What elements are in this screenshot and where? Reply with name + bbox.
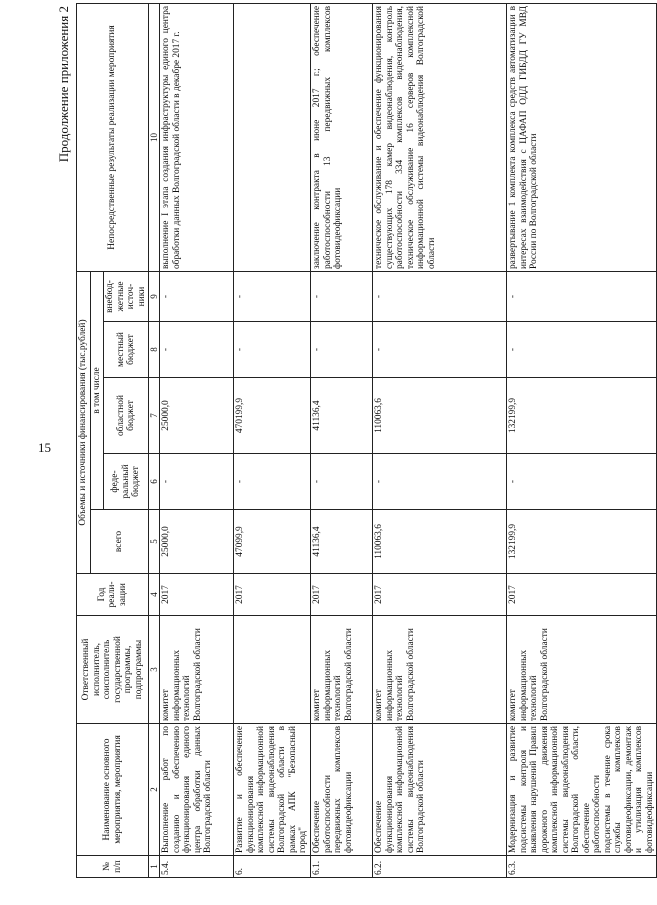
row-responsible: комитет информационных технологий Волгоградской области [310,616,372,724]
row-year: 2017 [506,574,656,616]
col-index: 7 [149,378,160,454]
header-regional: областной бюджет [104,378,149,454]
row-num: 6.3. [506,856,656,878]
row-local: - [372,322,506,378]
row-name: Выполнение работ по созданию и обеспечению функционирования единого центра обработки данных Волгоградской области [160,724,234,856]
header-responsible: Ответственный исполнитель, соисполнитель государственной программы, подпрограммы [77,616,149,724]
appendix-caption: Продолжение приложения 2 [56,6,71,163]
col-index: 5 [149,510,160,574]
col-index: 2 [149,724,160,856]
row-name: Развитие и обеспечение функционирования комплексной информационной системы видеонаблюдения Волгоградской области в рамках АПК "Безопасный город" [234,724,311,856]
row-regional: 110063,6 [372,378,506,454]
row-other: - [506,272,656,322]
header-num: № п/п [77,856,149,878]
header-total: всего [90,510,149,574]
row-local: - [310,322,372,378]
row-name: Модернизация и развитие подсистемы контроля и выявления нарушений Правил дорожного движения комплексной информационной системы видеонаблюдения Волгоградской области, обеспечение работоспособности подсистемы в течение срока службы комплексов фотовидеофиксации, демонтаж и утилизация комплексов фотовидеофиксации [506,724,656,856]
row-year: 2017 [372,574,506,616]
row-responsible: комитет информационных технологий Волгоградской области [506,616,656,724]
header-row-1 [77,4,91,878]
col-index: 1 [149,856,160,878]
row-total: 41136,4 [310,510,372,574]
row-federal: - [310,454,372,510]
row-total: 110063,6 [372,510,506,574]
row-total: 47099,9 [234,510,311,574]
row-local: - [234,322,311,378]
row-federal: - [506,454,656,510]
row-result: развертывание 1 комплекта комплекса средств автоматизации в интересах взаимодействия с ЦАФАП ОДД ГИБДД ГУ МВД России по Волгоградской области [506,4,656,272]
header-funding: Объемы и источники финансирования (тыс.рублей) [77,272,91,574]
table-row [234,4,311,878]
header-year: Год реали-зации [77,574,149,616]
header-federal: феде-ральный бюджет [104,454,149,510]
col-index: 9 [149,272,160,322]
row-other: - [234,272,311,322]
row-responsible: комитет информационных технологий Волгоградской области [372,616,506,724]
row-federal: - [160,454,234,510]
row-year: 2017 [310,574,372,616]
column-index-row [149,4,160,878]
row-responsible: комитет информационных технологий Волгоградской области [160,616,234,724]
row-other: - [310,272,372,322]
funding-table [76,3,657,878]
header-name: Наименование основного мероприятия, мероприятия [77,724,149,856]
row-federal: - [372,454,506,510]
row-regional: 132199,9 [506,378,656,454]
row-num: 5.4. [160,856,234,878]
row-local: - [160,322,234,378]
row-responsible [234,616,311,724]
col-index: 8 [149,322,160,378]
header-local: местный бюджет [104,322,149,378]
row-result: техническое обслуживание и обеспечение функционирования существующих 178 камер видеонаблюдения, контроль работоспособности 334 комплексов видеонаблюдения, техническое обслуживание 16 серверов комплексной информационной системы видеонаблюдения Волгоградской области [372,4,506,272]
row-name: Обеспечение работоспособности передвижных комплексов фотовидеофиксации [310,724,372,856]
table-row [310,4,372,878]
col-index: 6 [149,454,160,510]
row-result: заключение контракта в июне 2017 г.; обеспечение работоспособности 13 передвижных комплексов фотовидеофиксации [310,4,372,272]
row-name: Обеспечение функционирования комплексной информационной системы видеонаблюдения Волгоградской области [372,724,506,856]
row-regional: 470199,9 [234,378,311,454]
header-other: внебюд-жетные источ-ники [104,272,149,322]
row-regional: 41136,4 [310,378,372,454]
row-result [234,4,311,272]
row-result: выполнение I этапа создания инфраструктуры единого центра обработки данных Волгоградской области в декабре 2017 г. [160,4,234,272]
row-other: - [160,272,234,322]
header-result: Непосредственные результаты реализации мероприятия [77,4,149,272]
col-index: 3 [149,616,160,724]
header-incl: в том числе [90,272,104,510]
row-total: 132199,9 [506,510,656,574]
row-other: - [372,272,506,322]
table-row [372,4,506,878]
row-local: - [506,322,656,378]
table-row [506,4,656,878]
row-num: 6.2. [372,856,506,878]
row-total: 25000,0 [160,510,234,574]
landscape-content [56,2,655,882]
row-num: 6. [234,856,311,878]
page-number: 15 [38,440,51,455]
col-index: 4 [149,574,160,616]
row-federal: - [234,454,311,510]
row-regional: 25000,0 [160,378,234,454]
row-year: 2017 [234,574,311,616]
table-row [160,4,234,878]
col-index: 10 [149,4,160,272]
row-year: 2017 [160,574,234,616]
row-num: 6.1. [310,856,372,878]
